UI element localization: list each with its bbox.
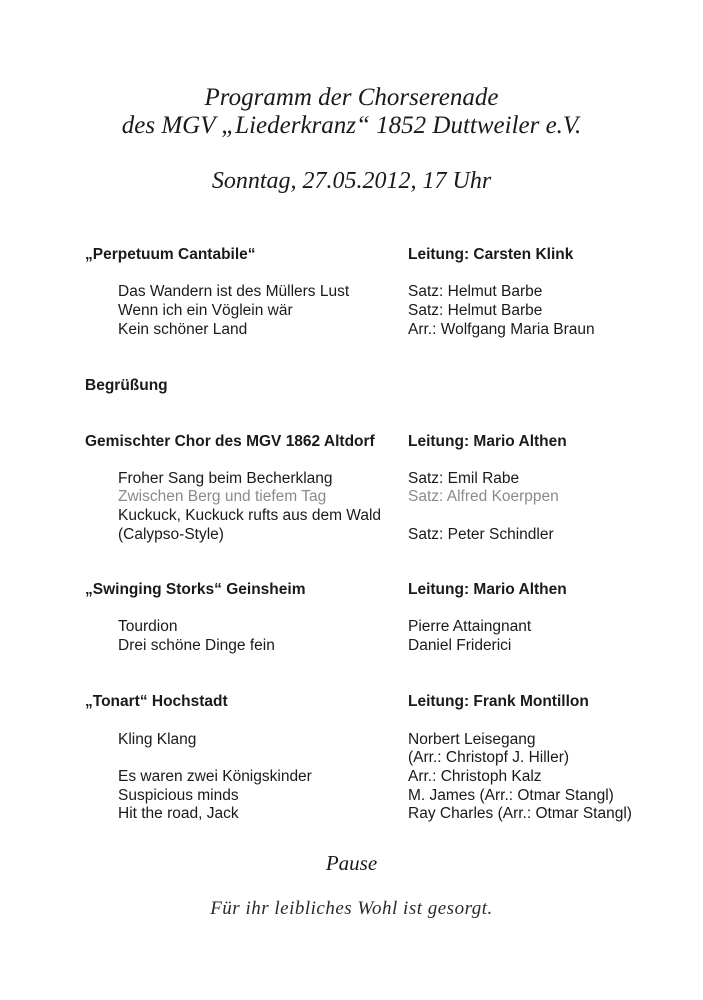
song-title: Wenn ich ein Vöglein wär — [118, 302, 293, 319]
song-title: Zwischen Berg und tiefem Tag — [118, 488, 327, 505]
song-title: (Calypso-Style) — [118, 526, 224, 543]
song-title: Hit the road, Jack — [118, 805, 239, 822]
program-date: Sonntag, 27.05.2012, 17 Uhr — [211, 168, 492, 194]
song-credit: Satz: Emil Rabe — [408, 470, 520, 487]
program-subtitle: des MGV „Liederkranz“ 1852 Duttweiler e.V. — [121, 112, 582, 139]
song-credit: Pierre Attaingnant — [408, 618, 532, 635]
song-credit: Satz: Peter Schindler — [408, 526, 554, 543]
section-leader: Leitung: Carsten Klink — [408, 246, 574, 263]
song-title: Kling Klang — [118, 731, 197, 748]
song-title: Es waren zwei Königskinder — [118, 768, 312, 785]
song-title: Drei schöne Dinge fein — [118, 637, 275, 654]
song-title: Das Wandern ist des Müllers Lust — [118, 283, 350, 300]
song-title: Froher Sang beim Becherklang — [118, 470, 333, 487]
song-credit: Satz: Helmut Barbe — [408, 283, 543, 300]
section-title: „Swinging Storks“ Geinsheim — [85, 581, 306, 598]
pause-heading: Pause — [325, 851, 378, 875]
song-credit: (Arr.: Christopf J. Hiller) — [408, 749, 570, 766]
song-credit: M. James (Arr.: Otmar Stangl) — [408, 787, 614, 804]
section-title: Gemischter Chor des MGV 1862 Altdorf — [85, 433, 375, 450]
catering-note: Für ihr leibliches Wohl ist gesorgt. — [210, 898, 493, 919]
song-credit: Daniel Friderici — [408, 637, 512, 654]
song-credit: Arr.: Wolfgang Maria Braun — [408, 321, 595, 338]
song-credit: Arr.: Christoph Kalz — [408, 768, 542, 785]
section-title: Begrüßung — [85, 377, 168, 394]
section-leader: Leitung: Mario Althen — [408, 433, 567, 450]
song-credit: Ray Charles (Arr.: Otmar Stangl) — [408, 805, 632, 822]
song-credit: Norbert Leisegang — [408, 731, 536, 748]
section-leader: Leitung: Frank Montillon — [408, 693, 589, 710]
section-leader: Leitung: Mario Althen — [408, 581, 567, 598]
song-title: Tourdion — [118, 618, 178, 635]
song-title: Kein schöner Land — [118, 321, 248, 338]
song-credit: Satz: Alfred Koerppen — [408, 488, 559, 505]
song-credit: Satz: Helmut Barbe — [408, 302, 543, 319]
song-title: Suspicious minds — [118, 787, 239, 804]
song-title: Kuckuck, Kuckuck rufts aus dem Wald — [118, 507, 382, 524]
program-title: Programm der Chorserenade — [204, 84, 499, 111]
section-title: „Perpetuum Cantabile“ — [85, 246, 256, 263]
section-title: „Tonart“ Hochstadt — [85, 693, 228, 710]
